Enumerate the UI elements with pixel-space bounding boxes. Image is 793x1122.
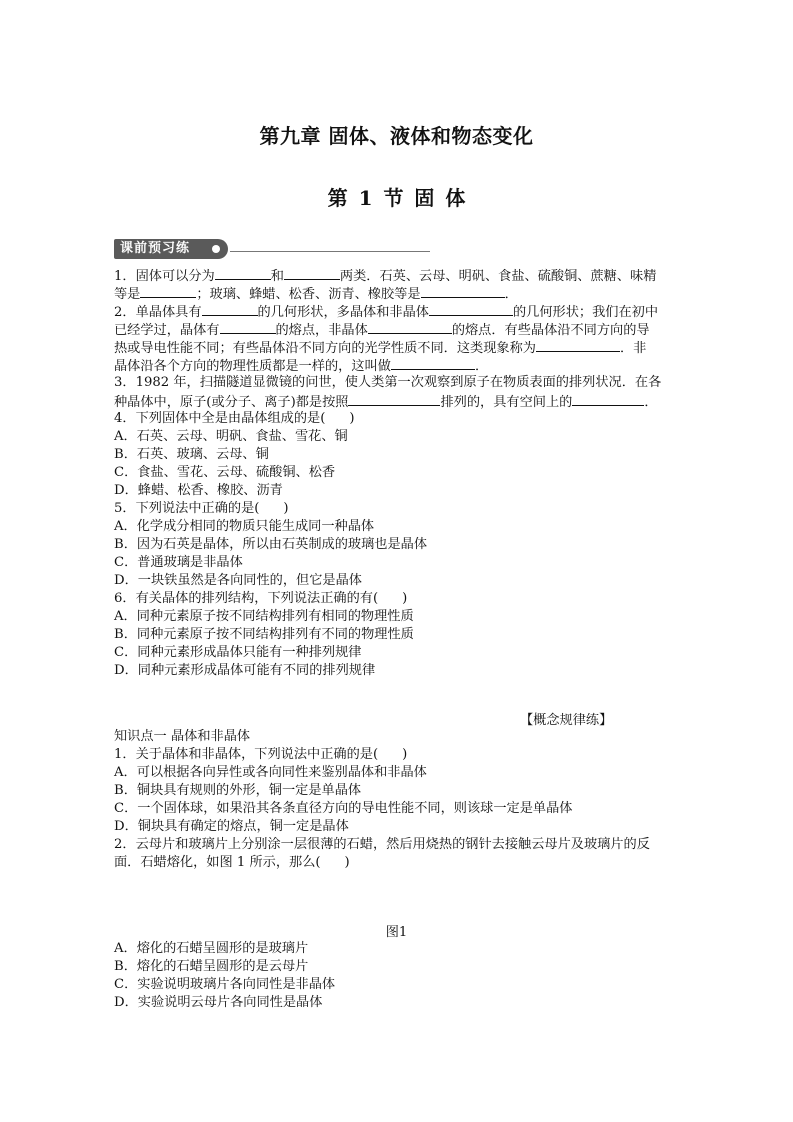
question-2-line-2	[114, 320, 684, 338]
text: 3．1982 年，扫描隧道显微镜的问世，使人类第一次观察到原子在物质表面的排列状况．在各	[114, 375, 662, 390]
text: 4．下列固体中全是由晶体组成的是(	[114, 411, 326, 426]
option-c: C．一个固体球，如果沿其各条直径方向的导电性能不同，则该球一定是单晶体	[114, 801, 573, 816]
option-c: C．食盐、雪花、云母、硫酸铜、松香	[114, 465, 336, 480]
option-b: B．铜块具有规则的外形，铜一定是单晶体	[114, 783, 362, 798]
section-title: 第 1 节 固 体	[327, 186, 466, 210]
answer-blank[interactable]	[220, 320, 276, 334]
option-c: C．实验说明玻璃片各向同性是非晶体	[114, 977, 336, 992]
answer-blank[interactable]	[215, 266, 271, 280]
text: 的熔点．有些晶体沿不同方向的导	[451, 323, 650, 338]
text: 等是	[114, 287, 141, 302]
option-d: D．一块铁虽然是各向同性的，但它是晶体	[114, 573, 362, 588]
k-question-2-line-1: 2．云母片和玻璃片上分别涂一层很薄的石蜡，然后用烧热的钢针去接触云母片及玻璃片的反	[114, 837, 650, 852]
concept-heading: 【概念规律练】	[520, 713, 613, 728]
preview-banner	[114, 239, 434, 259]
knowledge-point-title: 知识点一 晶体和非晶体	[114, 729, 251, 744]
question-5-stem	[114, 500, 684, 518]
text: 6．有关晶体的排列结构，下列说法正确的有(	[114, 591, 379, 606]
text: )	[402, 591, 408, 606]
question-1-line-2	[114, 284, 684, 302]
question-4-stem	[114, 410, 684, 428]
answer-blank[interactable]	[368, 320, 452, 334]
question-2-line-4	[114, 356, 684, 374]
option-a: A．同种元素原子按不同结构排列有相同的物理性质	[114, 609, 414, 624]
k-question-2-options	[114, 940, 684, 1012]
text: )	[402, 747, 408, 762]
text: )	[283, 501, 289, 516]
text: 两类．石英、云母、明矾、食盐、硫酸铜、蔗糖、味精	[339, 269, 657, 284]
text: 面．石蜡熔化，如图 1 所示，那么(	[114, 855, 321, 870]
option-b: B．熔化的石蜡呈圆形的是云母片	[114, 959, 309, 974]
text: 晶体沿各个方向的物理性质都是一样的，这叫做	[114, 359, 391, 374]
option-a: A．化学成分相同的物质只能生成同一种晶体	[114, 519, 375, 534]
option-a: A．石英、云母、明矾、食盐、雪花、铜	[114, 429, 348, 444]
text: ．	[644, 395, 658, 410]
answer-blank[interactable]	[421, 284, 505, 298]
option-b: B．同种元素原子按不同结构排列有不同的物理性质	[114, 627, 414, 642]
option-b: B．因为石英是晶体，所以由石英制成的玻璃也是晶体	[114, 537, 428, 552]
chapter-title: 第九章 固体、液体和物态变化	[259, 124, 534, 148]
text: 的熔点，非晶体	[275, 323, 368, 338]
answer-blank[interactable]	[284, 266, 340, 280]
text: 5．下列说法中正确的是(	[114, 501, 260, 516]
answer-blank[interactable]	[391, 356, 475, 370]
question-3-line-2	[114, 392, 684, 410]
answer-blank[interactable]	[572, 392, 644, 406]
question-6-stem	[114, 590, 684, 608]
figure-caption: 图1	[385, 925, 408, 940]
text: 排列的，具有空间上的	[440, 395, 573, 410]
concept-questions	[114, 728, 684, 872]
text: 的几何形状，多晶体和非晶体	[257, 305, 429, 320]
k-question-2-line-2	[114, 854, 684, 872]
banner-rule	[230, 251, 430, 252]
text: 和	[270, 269, 284, 284]
answer-blank[interactable]	[348, 392, 440, 406]
k-question-1-stem	[114, 746, 684, 764]
text: 种晶体中，原子(或分子、离子)都是按照	[114, 395, 349, 410]
option-c: C．同种元素形成晶体只能有一种排列规律	[114, 645, 362, 660]
bullet-dot-icon	[212, 245, 220, 253]
text: )	[344, 855, 350, 870]
option-d: D．铜块具有确定的熔点，铜一定是晶体	[114, 819, 349, 834]
text: 2．单晶体具有	[114, 305, 202, 320]
answer-blank[interactable]	[140, 284, 196, 298]
text: 1．固体可以分为	[114, 269, 215, 284]
question-1-line-1	[114, 266, 684, 284]
option-d: D．实验说明云母片各向同性是晶体	[114, 995, 323, 1010]
answer-blank[interactable]	[202, 302, 258, 316]
option-c: C．普通玻璃是非晶体	[114, 555, 243, 570]
text: 热或导电性能不同；有些晶体沿不同方向的光学性质不同．这类现象称为	[114, 341, 536, 356]
question-2-line-1	[114, 302, 684, 320]
answer-blank[interactable]	[536, 338, 620, 352]
option-a: A．熔化的石蜡呈圆形的是玻璃片	[114, 941, 309, 956]
preview-questions	[114, 266, 684, 680]
answer-blank[interactable]	[429, 302, 513, 316]
banner-label: 课前预习练	[114, 239, 228, 259]
question-2-line-3	[114, 338, 684, 356]
question-3-line-1	[114, 374, 684, 392]
text: 1．关于晶体和非晶体，下列说法中正确的是(	[114, 747, 379, 762]
text: ；玻璃、蜂蜡、松香、沥青、橡胶等是	[196, 287, 421, 302]
text: )	[349, 411, 355, 426]
text: ．	[504, 287, 518, 302]
text: 的几何形状；我们在初中	[512, 305, 659, 320]
text: 已经学过，晶体有	[114, 323, 220, 338]
option-b: B．石英、玻璃、云母、铜	[114, 447, 269, 462]
text: ．	[474, 359, 489, 374]
option-d: D．同种元素形成晶体可能有不同的排列规律	[114, 663, 376, 678]
option-a: A．可以根据各向异性或各向同性来鉴别晶体和非晶体	[114, 765, 427, 780]
option-d: D．蜂蜡、松香、橡胶、沥青	[114, 483, 283, 498]
text: ．非	[620, 341, 647, 356]
